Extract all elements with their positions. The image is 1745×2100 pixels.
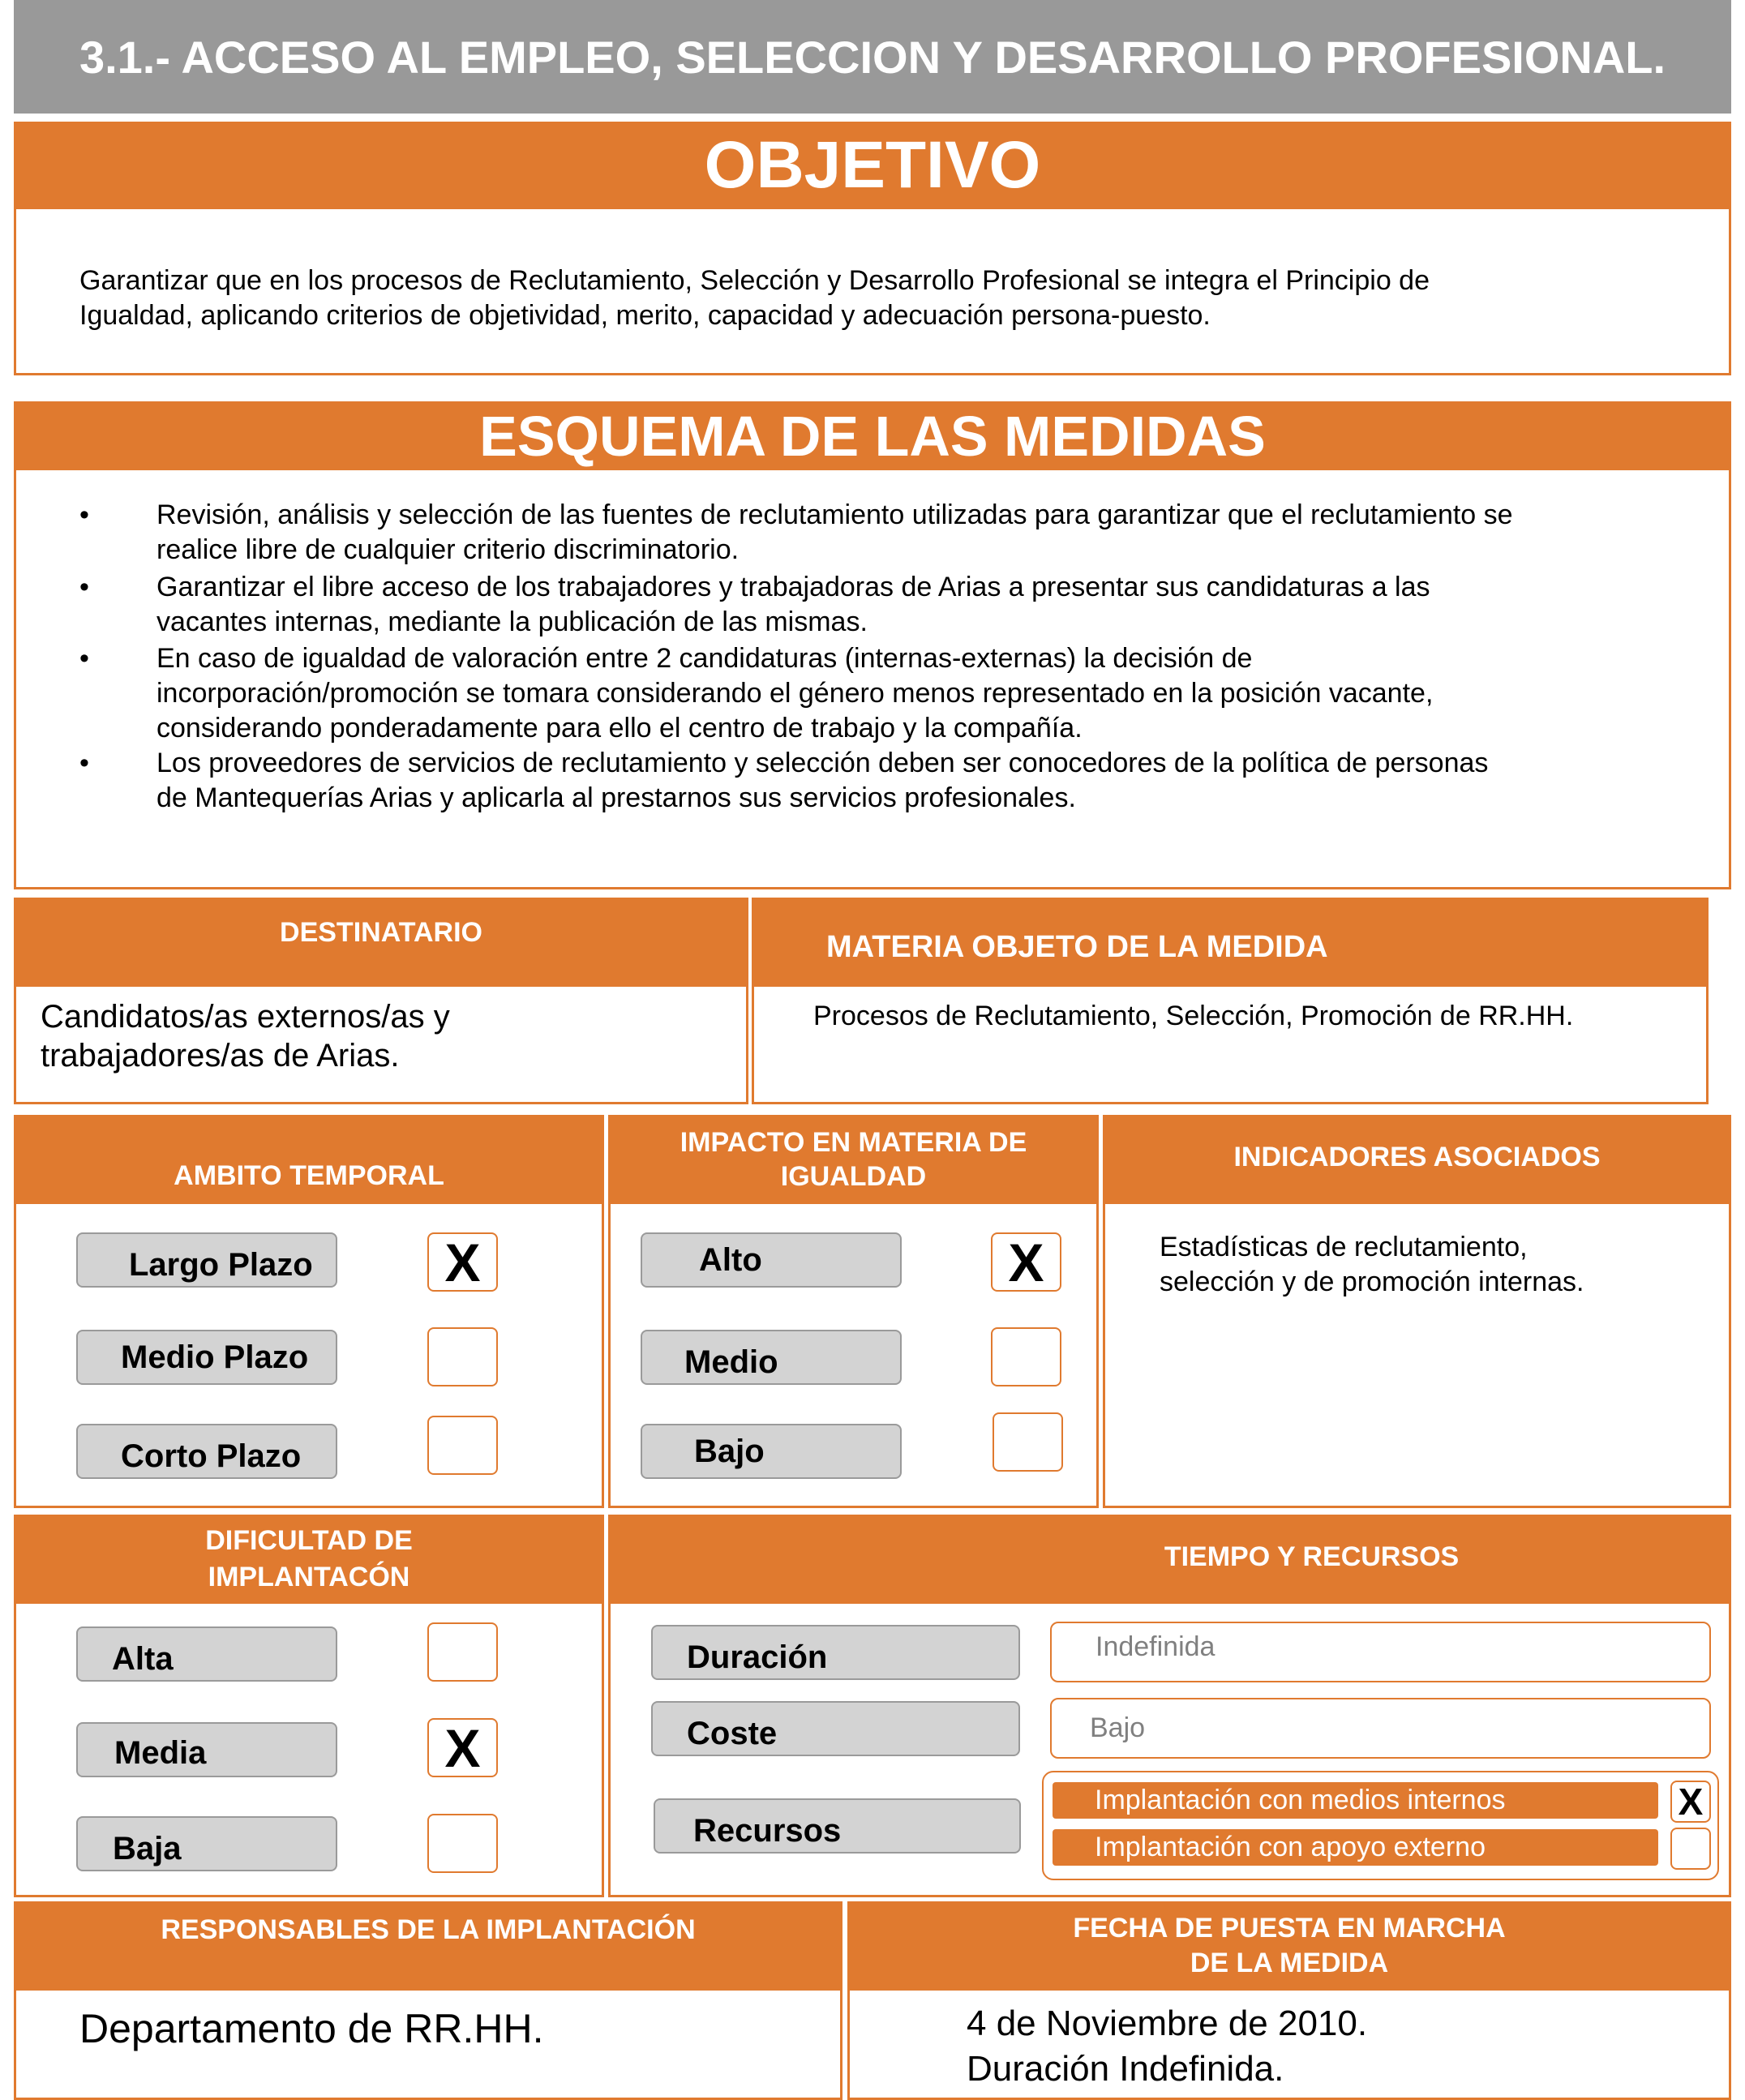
- objetivo-text-line: Garantizar que en los procesos de Reclutamiento, Selección y Desarrollo Profesional se integra el Principio de: [79, 265, 1430, 296]
- fecha-header-line: FECHA DE PUESTA EN MARCHA: [1073, 1913, 1506, 1944]
- list-item: [79, 746, 1713, 816]
- destinatario-header: [14, 898, 748, 987]
- materia-text: Procesos de Reclutamiento, Selección, Promoción de RR.HH.: [813, 1001, 1574, 1031]
- fecha-header: [847, 1901, 1731, 1991]
- esquema-header: [14, 401, 1731, 470]
- recursos-option-internos: [1053, 1782, 1658, 1819]
- coste-value: Bajo: [1090, 1712, 1146, 1743]
- option-media: [76, 1722, 337, 1777]
- list-item-line: Garantizar el libre acceso de los trabajadores y trabajadoras de Arias a presentar sus candidaturas a las: [156, 572, 1430, 602]
- option-label: Medio: [684, 1344, 778, 1380]
- section-title: 3.1.- ACCESO AL EMPLEO, SELECCION Y DESARROLLO PROFESIONAL.: [79, 31, 1666, 83]
- indicadores-text: [1160, 1230, 1711, 1300]
- option-label: Medio Plazo: [121, 1339, 309, 1375]
- responsables-header: [14, 1901, 842, 1991]
- ambito-header: [14, 1115, 604, 1204]
- option-corto-plazo: [76, 1424, 337, 1479]
- bullet: •: [79, 499, 89, 530]
- recursos-option-externo: [1053, 1829, 1658, 1866]
- recursos-label: Recursos: [693, 1812, 842, 1849]
- option-largo-plazo: [76, 1232, 337, 1288]
- checkbox-bajo[interactable]: [993, 1412, 1063, 1472]
- option-baja: [76, 1816, 337, 1871]
- recursos-option-label: Implantación con medios internos: [1095, 1785, 1506, 1815]
- fecha-line: Duración Indefinida.: [967, 2049, 1284, 2089]
- list-item-line: incorporación/promoción se tomara considerando el género menos representado en la posición vacante,: [156, 678, 1434, 709]
- option-label: Media: [114, 1734, 207, 1771]
- section-title-bar: [14, 0, 1731, 114]
- dificultad-header-line: DIFICULTAD DE: [205, 1525, 413, 1556]
- bullet: •: [79, 572, 89, 602]
- list-item: [79, 570, 1713, 640]
- option-label: Alto: [699, 1241, 762, 1278]
- checkbox-media[interactable]: [427, 1718, 498, 1777]
- dificultad-header-line: IMPLANTACÓN: [208, 1562, 410, 1592]
- materia-header-label: MATERIA OBJETO DE LA MEDIDA: [826, 929, 1328, 964]
- destinatario-header-label: DESTINATARIO: [280, 916, 482, 948]
- checkbox-alto[interactable]: [991, 1232, 1061, 1292]
- option-medio: [641, 1330, 902, 1385]
- esquema-header-label: ESQUEMA DE LAS MEDIDAS: [479, 404, 1266, 468]
- list-item-line: realice libre de cualquier criterio discriminatorio.: [156, 534, 740, 565]
- option-label: Largo Plazo: [129, 1246, 313, 1283]
- list-item-line: En caso de igualdad de valoración entre 2 candidaturas (internas-externas) la decisión de: [156, 643, 1253, 674]
- option-label: Bajo: [694, 1433, 765, 1469]
- duracion-field[interactable]: [1050, 1622, 1711, 1682]
- indicadores-header-label: INDICADORES ASOCIADOS: [1233, 1141, 1601, 1172]
- impacto-header-line: IGUALDAD: [780, 1161, 927, 1192]
- responsables-header-label: RESPONSABLES DE LA IMPLANTACIÓN: [161, 1914, 696, 1945]
- list-item-line: vacantes internas, mediante la publicación de las mismas.: [156, 606, 868, 637]
- checkbox-baja[interactable]: [427, 1814, 498, 1873]
- objetivo-header: [14, 122, 1731, 209]
- option-alta: [76, 1626, 337, 1682]
- checkbox-alta[interactable]: [427, 1622, 498, 1682]
- materia-header: [752, 898, 1709, 987]
- option-alto: [641, 1232, 902, 1288]
- indicadores-line: Estadísticas de reclutamiento,: [1160, 1232, 1528, 1262]
- indicadores-header: [1103, 1115, 1731, 1204]
- check-mark: X: [1008, 1232, 1044, 1292]
- check-mark: X: [444, 1717, 481, 1778]
- checkbox-corto-plazo[interactable]: [427, 1416, 498, 1475]
- option-label: Corto Plazo: [121, 1438, 302, 1474]
- checkbox-largo-plazo[interactable]: [427, 1232, 498, 1292]
- duracion-label: Duración: [687, 1639, 828, 1675]
- list-item-line: Los proveedores de servicios de reclutamiento y selección deben ser conocedores de la política de personas: [156, 748, 1489, 778]
- list-item: [79, 498, 1713, 568]
- dificultad-header: [14, 1515, 604, 1604]
- coste-field[interactable]: [1050, 1698, 1711, 1759]
- destinatario-line: Candidatos/as externos/as y: [41, 999, 450, 1035]
- option-medio-plazo: [76, 1330, 337, 1385]
- checkbox-recursos-internos[interactable]: [1670, 1781, 1711, 1823]
- objetivo-text-line: Igualdad, aplicando criterios de objetividad, merito, capacidad y adecuación persona-puesto.: [79, 300, 1211, 331]
- option-label: Alta: [112, 1640, 174, 1677]
- impacto-header: [608, 1115, 1099, 1204]
- recursos-label-box: [654, 1798, 1021, 1854]
- list-item: [79, 641, 1713, 746]
- duracion-value: Indefinida: [1095, 1631, 1215, 1662]
- checkbox-recursos-externo[interactable]: [1670, 1828, 1711, 1870]
- list-item-line: considerando ponderadamente para ello el centro de trabajo y la compañía.: [156, 713, 1083, 744]
- fecha-line: 4 de Noviembre de 2010.: [967, 2004, 1368, 2043]
- list-item-line: de Mantequerías Arias y aplicarla al prestarnos sus servicios profesionales.: [156, 782, 1076, 813]
- checkbox-medio-plazo[interactable]: [427, 1327, 498, 1386]
- duracion-label-box: [651, 1625, 1020, 1680]
- objetivo-text: [79, 264, 1701, 333]
- recursos-option-label: Implantación con apoyo externo: [1095, 1832, 1486, 1862]
- indicadores-line: selección y de promoción internas.: [1160, 1266, 1584, 1297]
- responsables-text: Departamento de RR.HH.: [79, 2006, 544, 2051]
- ambito-header-label: AMBITO TEMPORAL: [174, 1159, 444, 1191]
- list-item-line: Revisión, análisis y selección de las fuentes de reclutamiento utilizadas para garantizar que el reclutamiento se: [156, 499, 1513, 530]
- check-mark: X: [444, 1232, 481, 1292]
- destinatario-text: [41, 997, 738, 1075]
- fecha-header-line: DE LA MEDIDA: [1190, 1948, 1389, 1978]
- option-label: Baja: [113, 1830, 182, 1866]
- checkbox-medio[interactable]: [991, 1327, 1061, 1386]
- coste-label-box: [651, 1701, 1020, 1756]
- impacto-header-line: IMPACTO EN MATERIA DE: [680, 1127, 1027, 1158]
- objetivo-header-label: OBJETIVO: [704, 128, 1041, 202]
- check-mark: X: [1678, 1781, 1704, 1823]
- coste-label: Coste: [687, 1715, 778, 1751]
- bullet: •: [79, 643, 89, 674]
- tiempo-header-label: TIEMPO Y RECURSOS: [1164, 1541, 1460, 1572]
- tiempo-header: [608, 1515, 1731, 1604]
- bullet: •: [79, 748, 89, 778]
- option-bajo: [641, 1424, 902, 1479]
- destinatario-line: trabajadores/as de Arias.: [41, 1038, 400, 1074]
- fecha-text: [967, 2001, 1367, 2092]
